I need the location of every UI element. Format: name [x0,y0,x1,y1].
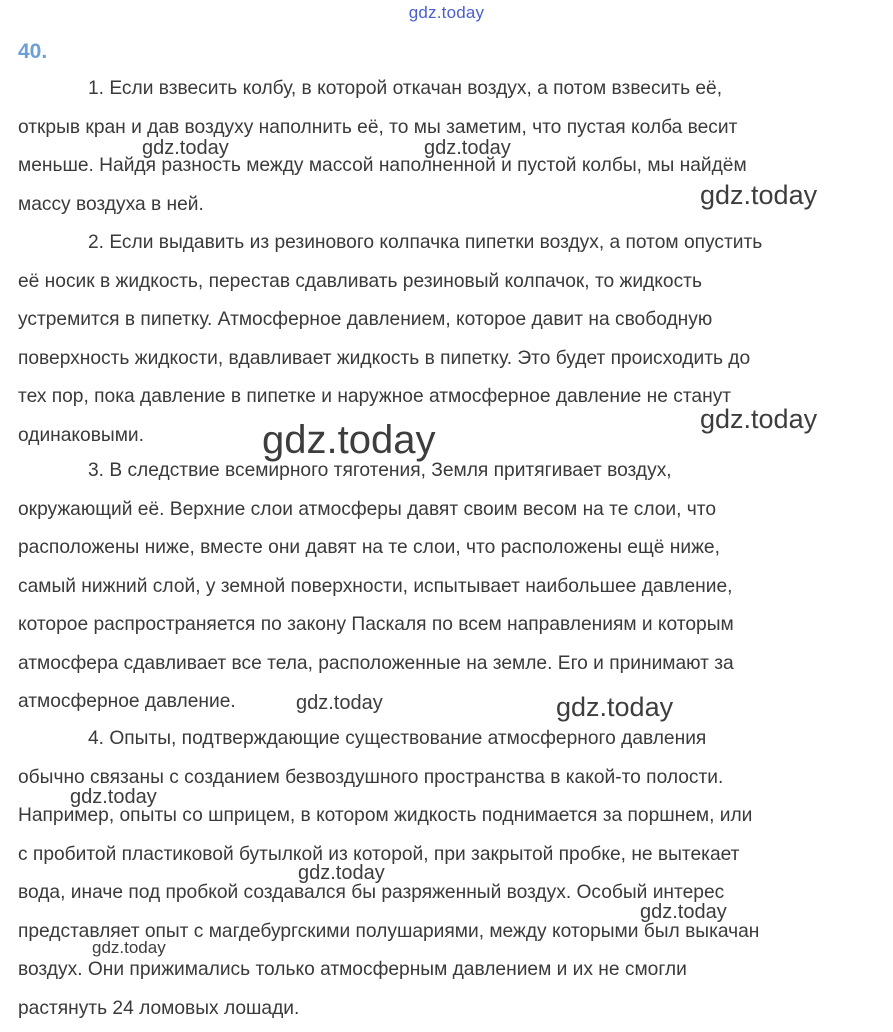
paragraph-line: 4. Опыты, подтверждающие существование атмосферного давления [88,728,707,749]
watermark: gdz.today [70,786,157,808]
paragraph-line: одинаковыми. [18,424,144,446]
watermark: gdz.today [298,862,385,884]
paragraph-line: 1. Если взвесить колбу, в которой откачан воздух, а потом взвесить её, [88,78,723,99]
paragraph-line: атмосферное давление. [18,691,236,712]
paragraph-line: окружающий её. Верхние слои атмосферы давят своим весом на те слои, что [18,498,717,520]
paragraph-line: поверхность жидкости, вдавливает жидкость в пипетку. Это будет происходить до [18,347,751,369]
header-watermark: gdz.today [408,3,485,22]
paragraph-line: обычно связаны с созданием безвоздушного пространства в какой-то полости. [18,766,724,788]
watermark: gdz.today [262,418,436,462]
paragraph-1 [18,70,886,224]
paragraph-line: открыв кран и дав воздуху наполнить её, то мы заметим, что пустая колба весит [18,116,738,138]
paragraph-3 [18,452,886,722]
watermark: gdz.today [556,692,674,722]
paragraph-line: 2. Если выдавить из резинового колпачка пипетки воздух, а потом опустить [88,232,763,253]
paragraph-line: Например, опыты со шприцем, в котором жидкость поднимается за поршнем, или [18,805,753,826]
paragraph-line: представляет опыт с магдебургскими полушариями, между которыми был выкачан [18,920,760,942]
paragraph-line: 3. В следствие всемирного тяготения, Земля притягивает воздух, [88,460,672,481]
paragraph-line: вода, иначе под пробкой создавался бы разряженный воздух. Особый интерес [18,882,725,903]
paragraph-line: расположены ниже, вместе они давят на те слои, что расположены ещё ниже, [18,537,720,558]
paragraph-line: её носик в жидкость, перестав сдавливать резиновый колпачок, то жидкость [18,270,702,292]
paragraph-line: воздух. Они прижимались только атмосферным давлением и их не смогли [18,959,687,980]
paragraph-line: тех пор, пока давление в пипетке и наружное атмосферное давление не станут [18,386,732,407]
watermark: gdz.today [92,938,166,957]
paragraph-line: которое распространяется по закону Паскаля по всем направлениям и которым [18,614,734,635]
watermark: gdz.today [424,137,511,159]
paragraph-line: устремится в пипетку. Атмосферное давлением, которое давит на свободную [18,309,713,330]
paragraph-4 [18,720,886,1028]
paragraph-line: с пробитой пластиковой бутылкой из которой, при закрытой пробке, не вытекает [18,843,740,865]
paragraph-2 [18,224,886,455]
paragraph-line: самый нижний слой, у земной поверхности, испытывает наибольшее давление, [18,575,733,597]
paragraph-line: растянуть 24 ломовых лошади. [18,997,300,1019]
watermark: gdz.today [700,180,818,210]
paragraph-line: меньше. Найдя разность между массой наполненной и пустой колбы, мы найдём [18,155,747,176]
task-number: 40. [18,40,48,63]
watermark: gdz.today [142,137,229,159]
watermark: gdz.today [296,692,383,714]
watermark: gdz.today [640,901,727,923]
watermark: gdz.today [700,404,818,434]
paragraph-line: массу воздуха в ней. [18,193,204,215]
paragraph-line: атмосфера сдавливает все тела, расположенные на земле. Его и принимают за [18,652,734,674]
